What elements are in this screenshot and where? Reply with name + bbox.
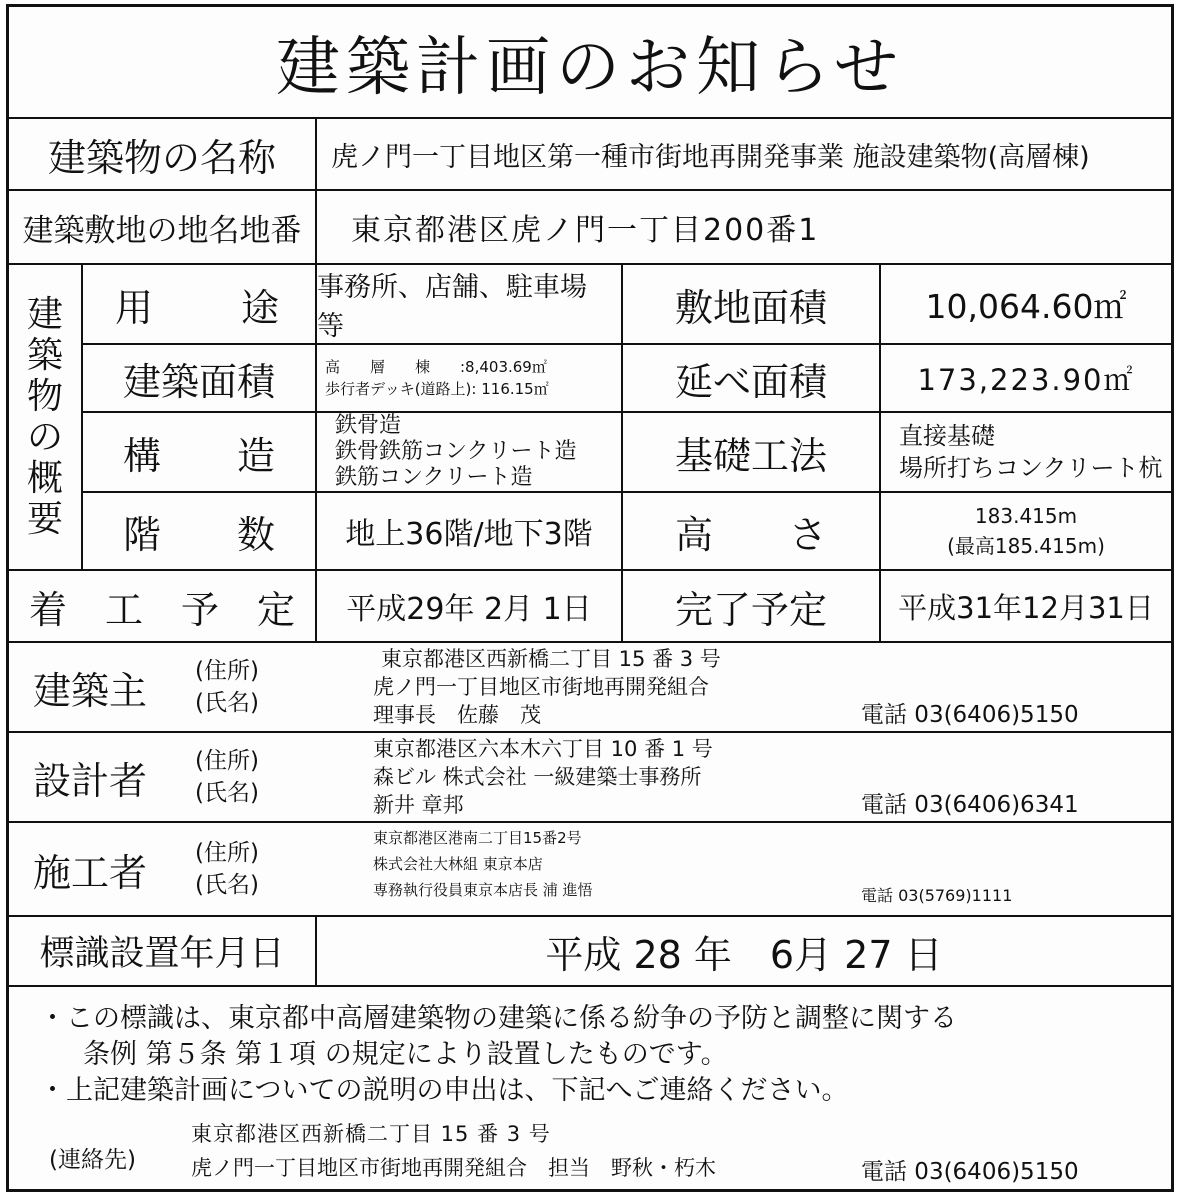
installed-label: 標識設置年月日 bbox=[39, 934, 285, 974]
foundation-value bbox=[899, 413, 1171, 491]
building-area-label: 建築面積 bbox=[122, 359, 275, 404]
contact-details bbox=[191, 1115, 891, 1187]
floors-label: 階 数 bbox=[122, 512, 275, 557]
name-tag: (氏名) bbox=[195, 872, 259, 898]
structure-line: 鉄筋コンクリート造 bbox=[335, 465, 533, 490]
contractor-details bbox=[373, 827, 873, 901]
start-label: 着 工 予 定 bbox=[28, 587, 295, 632]
use-label: 用 途 bbox=[114, 285, 283, 330]
note-line: ・この標識は、東京都中高層建築物の建築に係る紛争の予防と調整に関する bbox=[39, 1003, 957, 1034]
structure-line: 鉄骨鉄筋コンクリート造 bbox=[335, 439, 577, 464]
contact-label: (連絡先) bbox=[49, 1146, 136, 1173]
overview-char: 概 bbox=[26, 458, 63, 499]
owner-tags bbox=[195, 643, 305, 731]
building-name-value: 虎ノ門一丁目地区第一種市街地再開発事業 施設建築物(高層棟) bbox=[331, 141, 1090, 173]
site-area-label: 敷地面積 bbox=[674, 285, 827, 330]
designer-org: 森ビル 株式会社 一級建築士事務所 bbox=[373, 765, 702, 789]
note-line: ・上記建築計画についての説明の申出は、下記へご連絡ください。 bbox=[39, 1075, 849, 1106]
foundation-label: 基礎工法 bbox=[674, 433, 827, 478]
overview-char: 建 bbox=[26, 294, 63, 335]
start-value: 平成29年 2月 1日 bbox=[346, 592, 592, 627]
structure-label: 構 造 bbox=[122, 433, 275, 478]
use-value: 事務所、店舗、駐車場 等 bbox=[317, 272, 587, 342]
site-address-label: 建築敷地の地名地番 bbox=[22, 212, 302, 249]
address-tag: (住所) bbox=[195, 840, 259, 866]
foundation-line: 直接基礎 bbox=[899, 422, 995, 450]
complete-value: 平成31年12月31日 bbox=[898, 590, 1154, 625]
owner-address: 東京都港区西新橋二丁目 15 番 3 号 bbox=[381, 647, 721, 671]
notice-sign bbox=[6, 4, 1174, 1192]
overview-char: 築 bbox=[26, 335, 63, 376]
designer-label: 設計者 bbox=[33, 758, 148, 803]
name-tag: (氏名) bbox=[195, 780, 259, 806]
contractor-label: 施工者 bbox=[33, 850, 148, 895]
contact-org: 虎ノ門一丁目地区市街地再開発組合 担当 野秋・朽木 bbox=[191, 1156, 716, 1180]
installed-value: 平成 28 年 6月 27 日 bbox=[545, 932, 943, 977]
notes bbox=[39, 995, 1159, 1115]
total-floor-area-label: 延べ面積 bbox=[674, 359, 827, 404]
overview-char: 物 bbox=[26, 376, 63, 417]
height-label: 高 さ bbox=[674, 512, 827, 557]
owner-label: 建築主 bbox=[33, 668, 148, 713]
complete-label: 完了予定 bbox=[674, 587, 827, 632]
height-line: 183.415m bbox=[974, 504, 1078, 528]
owner-person: 理事長 佐藤 茂 bbox=[373, 703, 541, 727]
contractor-org: 株式会社大林組 東京本店 bbox=[373, 855, 543, 873]
height-value bbox=[881, 493, 1171, 569]
contractor-phone: 電話 03(5769)1111 bbox=[861, 885, 1013, 905]
structure-line: 鉄骨造 bbox=[335, 413, 402, 438]
designer-phone: 電話 03(6406)6341 bbox=[861, 791, 1079, 818]
overview-char: 要 bbox=[26, 499, 63, 540]
contractor-person: 専務執行役員東京本店長 浦 進悟 bbox=[373, 881, 593, 899]
total-floor-area-value: 173,223.90㎡ bbox=[917, 362, 1135, 397]
contact-address: 東京都港区西新橋二丁目 15 番 3 号 bbox=[191, 1122, 551, 1146]
site-address-value: 東京都港区虎ノ門一丁目200番1 bbox=[351, 213, 820, 248]
building-area-line: 高 層 棟 :8,403.69㎡ bbox=[325, 358, 547, 376]
note-line: 条例 第５条 第１項 の規定により設置したものです。 bbox=[83, 1039, 728, 1070]
name-tag: (氏名) bbox=[195, 690, 259, 716]
building-area-line: 歩行者デッキ(道路上): 116.15㎡ bbox=[325, 380, 549, 398]
contact-phone: 電話 03(6406)5150 bbox=[861, 1158, 1079, 1185]
overview-group-label bbox=[9, 265, 81, 569]
height-line: (最高185.415m) bbox=[947, 534, 1105, 558]
building-name-label: 建築物の名称 bbox=[47, 135, 276, 180]
structure-value bbox=[335, 413, 621, 491]
designer-person: 新井 章邦 bbox=[373, 793, 464, 817]
owner-details bbox=[373, 645, 933, 729]
building-area-value bbox=[325, 345, 621, 411]
designer-address: 東京都港区六本木六丁目 10 番 1 号 bbox=[373, 737, 713, 761]
sign-title: 建築計画のお知らせ bbox=[275, 31, 905, 105]
owner-org: 虎ノ門一丁目地区市街地再開発組合 bbox=[373, 675, 709, 699]
contractor-tags bbox=[195, 823, 305, 915]
address-tag: (住所) bbox=[195, 658, 259, 684]
divider bbox=[9, 985, 1171, 987]
designer-tags bbox=[195, 733, 305, 821]
contractor-address: 東京都港区港南二丁目15番2号 bbox=[373, 829, 582, 847]
overview-char: の bbox=[26, 417, 63, 458]
designer-details bbox=[373, 735, 933, 819]
site-area-value: 10,064.60㎡ bbox=[925, 286, 1127, 326]
address-tag: (住所) bbox=[195, 748, 259, 774]
foundation-line: 場所打ちコンクリート杭 bbox=[899, 454, 1163, 482]
floors-value: 地上36階/地下3階 bbox=[345, 517, 593, 552]
owner-phone: 電話 03(6406)5150 bbox=[861, 701, 1079, 728]
